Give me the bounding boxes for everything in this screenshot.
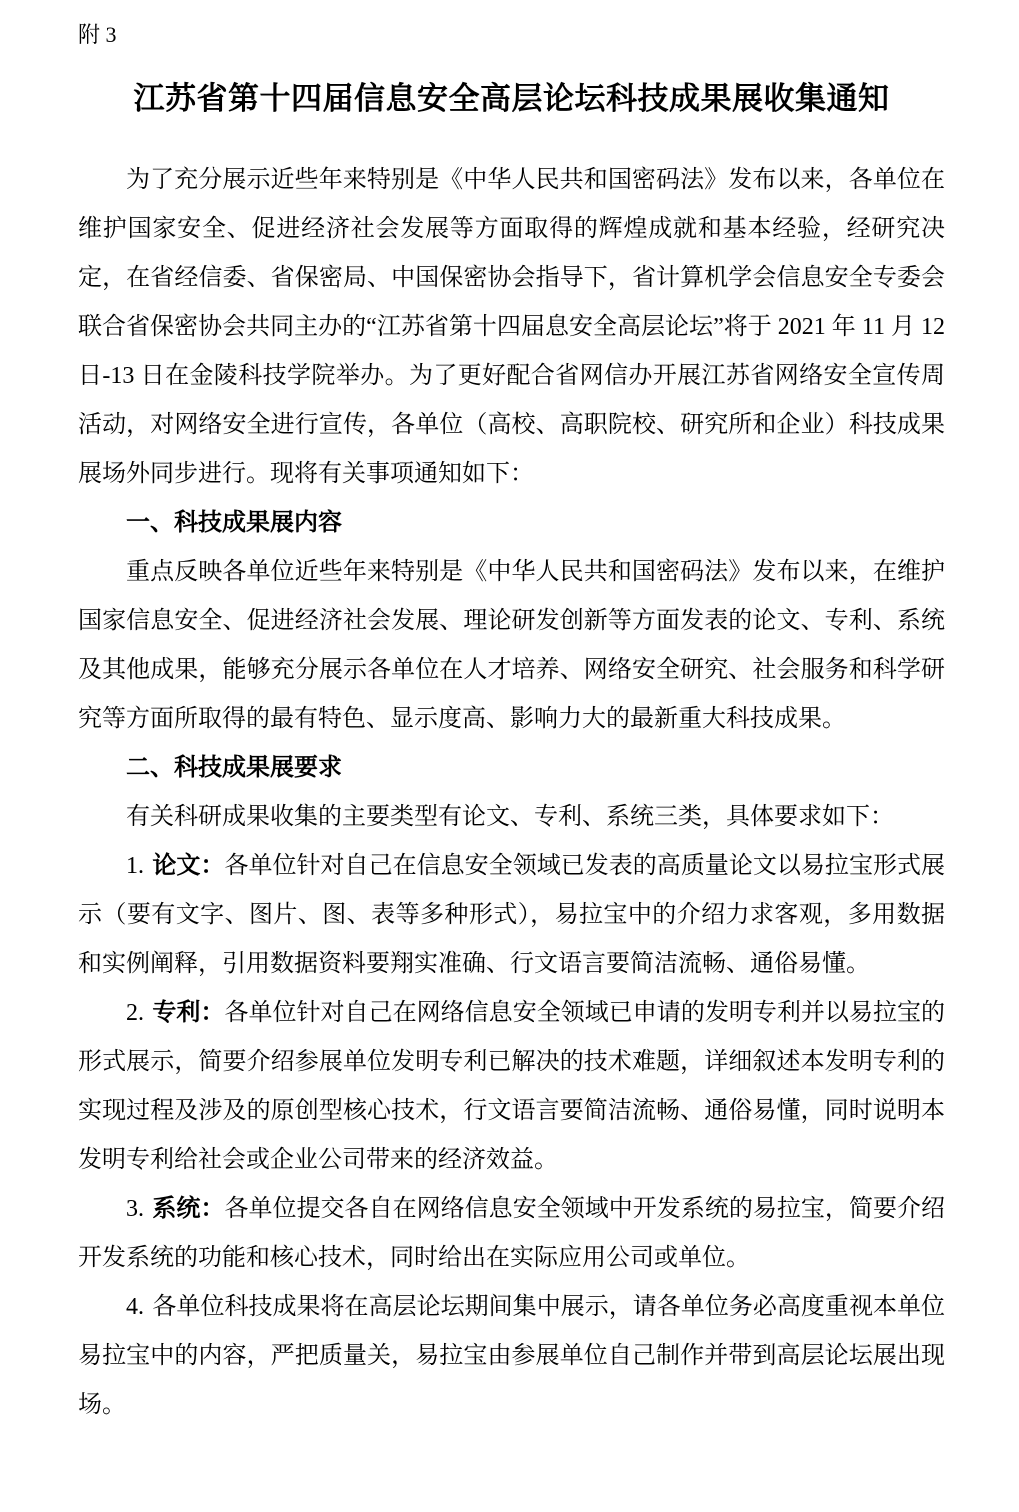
item-lead: 专利：	[152, 1000, 225, 1026]
page-title: 江苏省第十四届信息安全高层论坛科技成果展收集通知	[133, 81, 890, 116]
item-number: 4.	[126, 1294, 144, 1320]
item-text: 各单位针对自己在网络信息安全领域已申请的发明专利并以易拉宝的形式展示，简要介绍参展单位发明专利已解决的技术难题，详细叙述本发明专利的实现过程及涉及的原创型核心技术，行文语言要简洁流畅、通俗易懂，同时说明本发明专利给社会或企业公司带来的经济效益。	[78, 1000, 946, 1173]
item-lead: 系统：	[152, 1196, 225, 1222]
numbered-item	[78, 842, 945, 989]
item-number: 1.	[126, 853, 144, 879]
item-text: 各单位针对自己在信息安全领域已发表的高质量论文以易拉宝形式展示（要有文字、图片、图、表等多种形式），易拉宝中的介绍力求客观，多用数据和实例阐释，引用数据资料要翔实准确、行文语言要简洁流畅、通俗易懂。	[78, 853, 946, 977]
item-number: 3.	[126, 1196, 144, 1222]
item-number: 2.	[126, 1000, 144, 1026]
section-heading: 二、科技成果展要求	[126, 755, 342, 781]
item-lead: 论文：	[152, 853, 225, 879]
attachment-label: 附 3	[78, 22, 117, 47]
paragraph: 为了充分展示近些年来特别是《中华人民共和国密码法》发布以来，各单位在维护国家安全、促进经济社会发展等方面取得的辉煌成就和基本经验，经研究决定，在省经信委、省保密局、中国保密协会指导下，省计算机学会信息安全专委会联合省保密协会共同主办的“江苏省第十四届息安全高层论坛”将于 2021 年 11 月 12 日-13 日在金陵科技学院举办。为了更好配合省网信办开展江苏省网络安全宣传周活动，对网络安全进行宣传，各单位（高校、高职院校、研究所和企业）科技成果展场外同步进行。现将有关事项通知如下：	[78, 167, 945, 487]
section-heading: 一、科技成果展内容	[126, 510, 342, 536]
numbered-item	[78, 1185, 945, 1283]
paragraph: 有关科研成果收集的主要类型有论文、专利、系统三类，具体要求如下：	[126, 804, 894, 830]
numbered-item	[78, 1283, 945, 1430]
item-text: 各单位科技成果将在高层论坛期间集中展示，请各单位务必高度重视本单位易拉宝中的内容，严把质量关，易拉宝由参展单位自己制作并带到高层论坛展出现场。	[78, 1294, 945, 1418]
numbered-item	[78, 989, 945, 1185]
document-body	[78, 156, 945, 1430]
paragraph: 重点反映各单位近些年来特别是《中华人民共和国密码法》发布以来，在维护国家信息安全、促进经济社会发展、理论研发创新等方面发表的论文、专利、系统及其他成果，能够充分展示各单位在人才培养、网络安全研究、社会服务和科学研究等方面所取得的最有特色、显示度高、影响力大的最新重大科技成果。	[78, 559, 945, 732]
item-text: 各单位提交各自在网络信息安全领域中开发系统的易拉宝，简要介绍开发系统的功能和核心技术，同时给出在实际应用公司或单位。	[78, 1196, 946, 1271]
